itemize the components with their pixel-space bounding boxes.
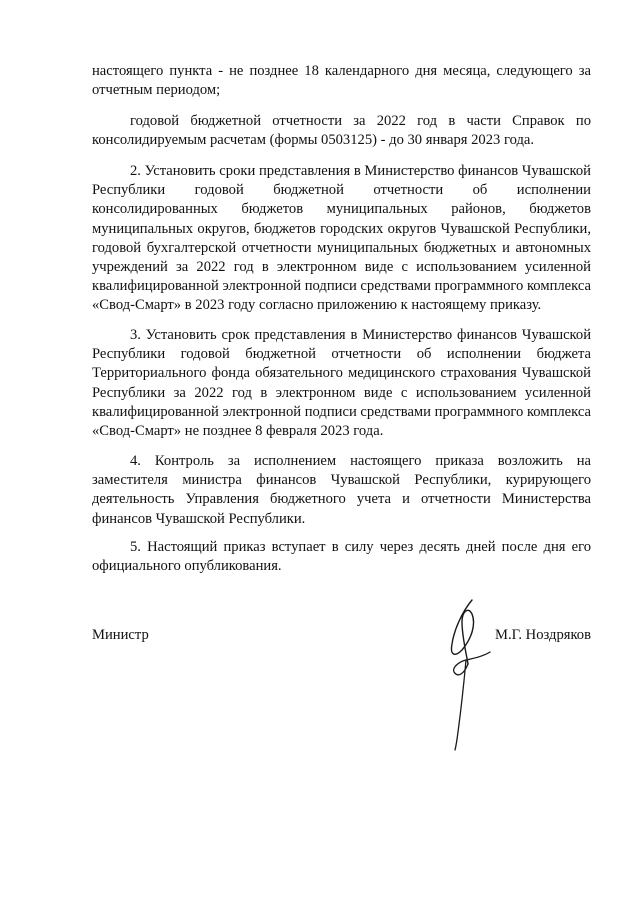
paragraph-item-2: 2. Установить сроки представления в Министерство финансов Чувашской Республики годовой бюджетной отчетности об исполнении консолидированных бюджетов муниципальных районов, бюджетов муниципальных округов, бюджетов городских округов Чувашской Республики, годовой бухгалтерской отчетности муниципальных бюджетных и автономных учреждений за 2022 год в электронном виде с использованием усиленной квалифицированной электронной подписи средствами программного комплекса «Свод-Смарт» в 2023 году согласно приложению к настоящему приказу. <box>92 163 591 314</box>
paragraph-item-3: 3. Установить срок представления в Министерство финансов Чувашской Республики годовой бюджетной отчетности об исполнении бюджета Территориального фонда обязательного медицинского страхования Чувашской Республики за 2022 год в электронном виде с использованием усиленной квалифицированной электронной подписи средствами программного комплекса «Свод-Смарт» не позднее 8 февраля 2023 года. <box>92 327 591 440</box>
paragraph-item-5: 5. Настоящий приказ вступает в силу через десять дней после дня его официального опубликования. <box>92 539 591 575</box>
paragraph-continuation: настоящего пункта - не позднее 18 календарного дня месяца, следующего за отчетным периодом; <box>92 63 591 99</box>
paragraph-item-4: 4. Контроль за исполнением настоящего приказа возложить на заместителя министра финансов Чувашской Республики, курирующего деятельность Управления бюджетного учета и отчетности Министерства финансов Чувашской Республики. <box>92 453 591 527</box>
signatory-title: Министр <box>92 627 149 643</box>
handwritten-signature <box>432 592 492 752</box>
signatory-name: М.Г. Ноздряков <box>494 627 591 643</box>
paragraph-annual-report-deadline: годовой бюджетной отчетности за 2022 год в части Справок по консолидируемым расчетам (формы 0503125) - до 30 января 2023 года. <box>92 113 591 149</box>
